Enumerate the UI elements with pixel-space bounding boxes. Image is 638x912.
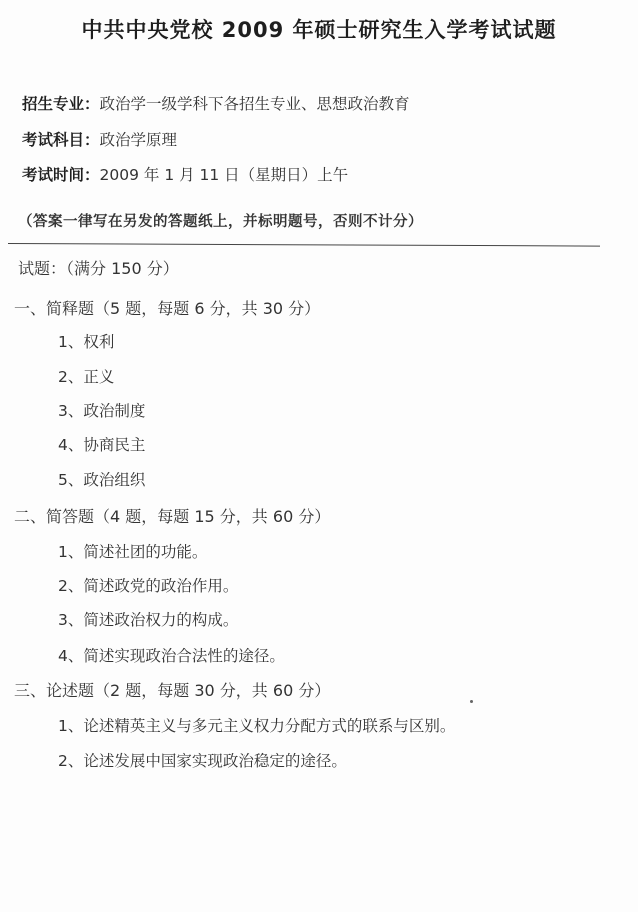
question-item: 3、简述政治权力的构成。 <box>58 611 239 629</box>
section-heading: 二、简答题（4 题，每题 15 分，共 60 分） <box>14 507 331 526</box>
section-heading: 一、简释题（5 题，每题 6 分，共 30 分） <box>14 299 321 318</box>
question-item: 5、政治组织 <box>58 471 146 489</box>
info-major <box>22 92 410 114</box>
question-item: 2、简述政党的政治作用。 <box>58 577 239 595</box>
subject-label: 考试科目： <box>22 131 100 149</box>
question-item: 4、简述实现政治合法性的途径。 <box>58 647 285 665</box>
question-item: 1、权利 <box>58 333 115 351</box>
question-item: 3、政治制度 <box>58 402 146 420</box>
time-label: 考试时间： <box>22 166 100 184</box>
answer-notice: （答案一律写在另发的答题纸上，并标明题号，否则不计分） <box>18 214 423 230</box>
time-value: 2009 年 1 月 11 日（星期日）上午 <box>99 166 349 184</box>
major-value: 政治学一级学科下各招生专业、思想政治教育 <box>99 95 410 113</box>
divider-line <box>8 243 600 247</box>
question-item: 1、论述精英主义与多元主义权力分配方式的联系与区别。 <box>58 717 456 735</box>
question-item: 4、协商民主 <box>58 436 146 454</box>
scan-speck <box>470 700 473 703</box>
info-subject <box>22 128 177 150</box>
info-time <box>22 163 348 185</box>
section-heading: 三、论述题（2 题，每题 30 分，共 60 分） <box>14 681 331 700</box>
question-item: 2、正义 <box>58 368 115 386</box>
subject-value: 政治学原理 <box>99 131 178 149</box>
exam-title: 中共中央党校 2009 年硕士研究生入学考试试题 <box>81 18 557 42</box>
major-label: 招生专业： <box>22 95 100 113</box>
total-score: 试题：（满分 150 分） <box>18 259 179 278</box>
question-item: 2、论述发展中国家实现政治稳定的途径。 <box>58 752 347 770</box>
question-item: 1、简述社团的功能。 <box>58 543 208 561</box>
